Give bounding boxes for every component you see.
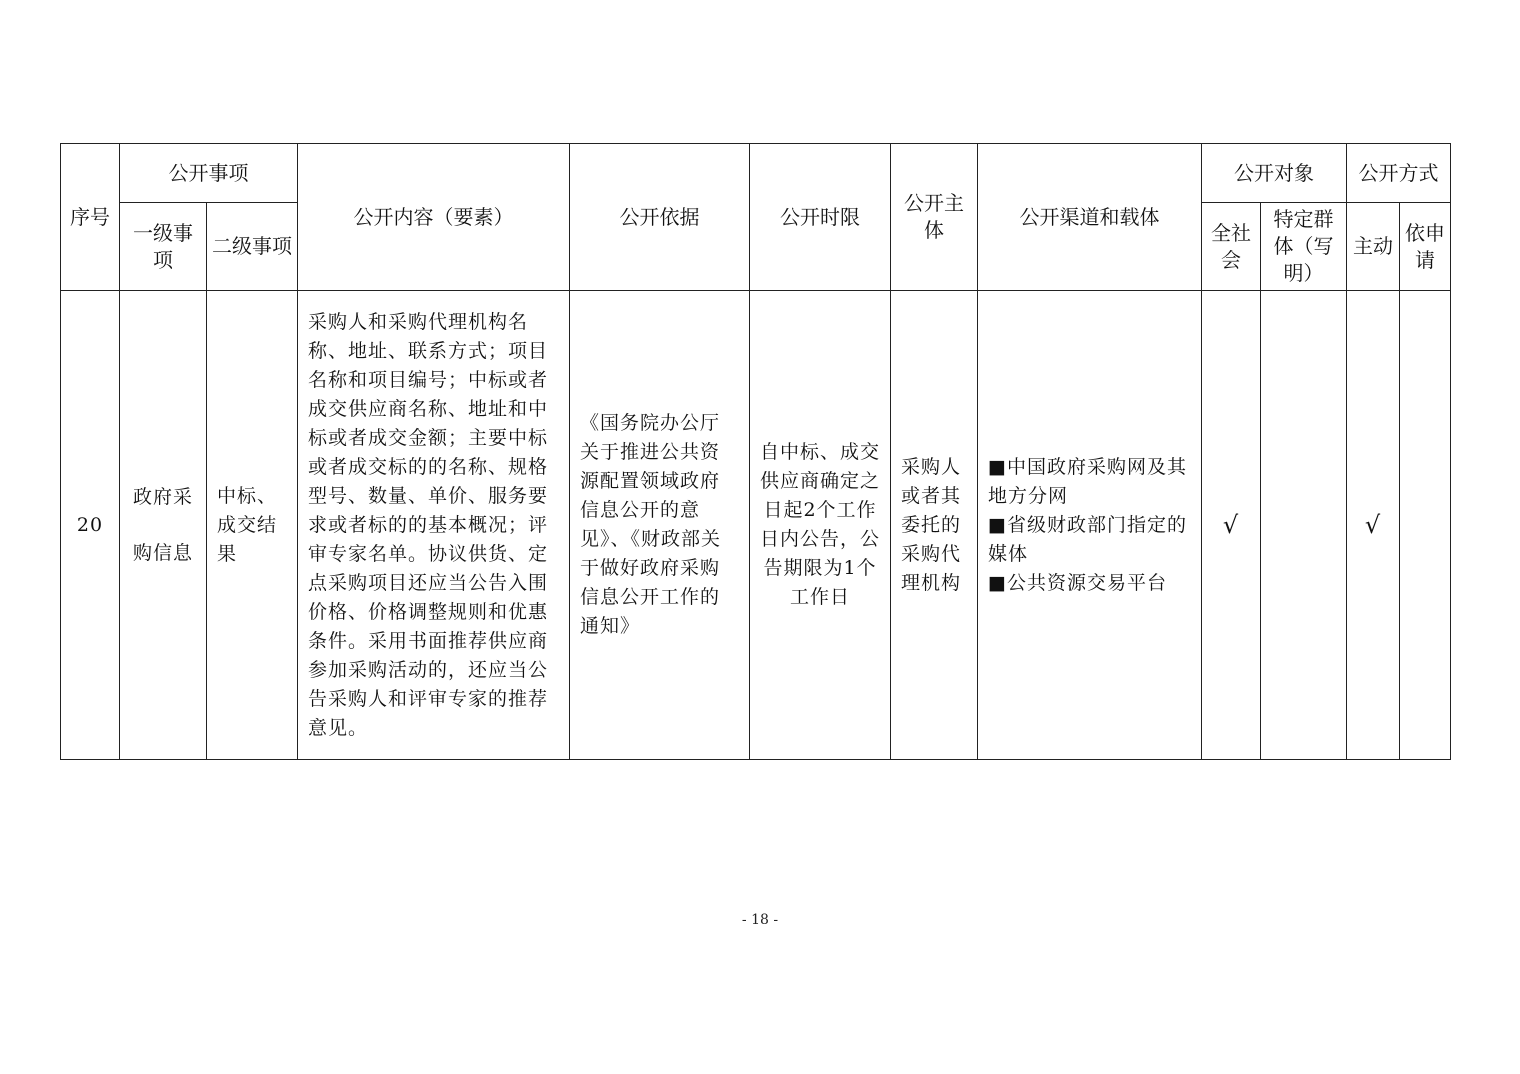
table-row [61, 291, 1451, 760]
cell-time-limit: 自中标、成交供应商确定之日起2个工作日内公告，公告期限为1个工作日 [750, 291, 891, 760]
header-seq: 序号 [61, 144, 120, 291]
cell-content: 采购人和采购代理机构名称、地址、联系方式；项目名称和项目编号；中标或者成交供应商名称、地址和中标或者成交金额；主要中标或者成交标的的名称、规格型号、数量、单价、服务要求或者标的的基本概况；评审专家名单。协议供货、定点采购项目还应当公告入围价格、价格调整规则和优惠条件。采用书面推荐供应商参加采购活动的，还应当公告采购人和评审专家的推荐意见。 [298, 291, 570, 760]
cell-basis: 《国务院办公厅关于推进公共资源配置领域政府信息公开的意见》、《财政部关于做好政府采购信息公开工作的通知》 [570, 291, 750, 760]
header-matter-group: 公开事项 [120, 144, 298, 203]
cell-method-active: √ [1347, 291, 1400, 760]
header-method-request: 依申请 [1400, 203, 1451, 291]
header-level2: 二级事项 [207, 203, 298, 291]
header-target-group: 公开对象 [1202, 144, 1347, 203]
cell-seq: 20 [61, 291, 120, 760]
disclosure-table [60, 143, 1451, 760]
header-method-group: 公开方式 [1347, 144, 1451, 203]
cell-channel [978, 291, 1202, 760]
page-number: - 18 - [741, 912, 779, 928]
channel-item: ■省级财政部门指定的媒体 [988, 513, 1187, 565]
header-content: 公开内容（要素） [298, 144, 570, 291]
cell-method-request [1400, 291, 1451, 760]
header-target-all: 全社会 [1202, 203, 1261, 291]
header-basis: 公开依据 [570, 144, 750, 291]
channel-item: ■中国政府采购网及其地方分网 [988, 455, 1187, 507]
cell-subject: 采购人或者其委托的采购代理机构 [891, 291, 978, 760]
header-target-specific: 特定群体（写明） [1261, 203, 1347, 291]
header-time-limit: 公开时限 [750, 144, 891, 291]
cell-level1: 政府采购信息 [120, 291, 207, 760]
header-method-active: 主动 [1347, 203, 1400, 291]
cell-target-all: √ [1202, 291, 1261, 760]
channel-item: ■公共资源交易平台 [988, 571, 1167, 594]
cell-level2: 中标、成交结果 [207, 291, 298, 760]
header-subject: 公开主体 [891, 144, 978, 291]
cell-target-specific [1261, 291, 1347, 760]
header-channel: 公开渠道和载体 [978, 144, 1202, 291]
header-level1: 一级事项 [120, 203, 207, 291]
